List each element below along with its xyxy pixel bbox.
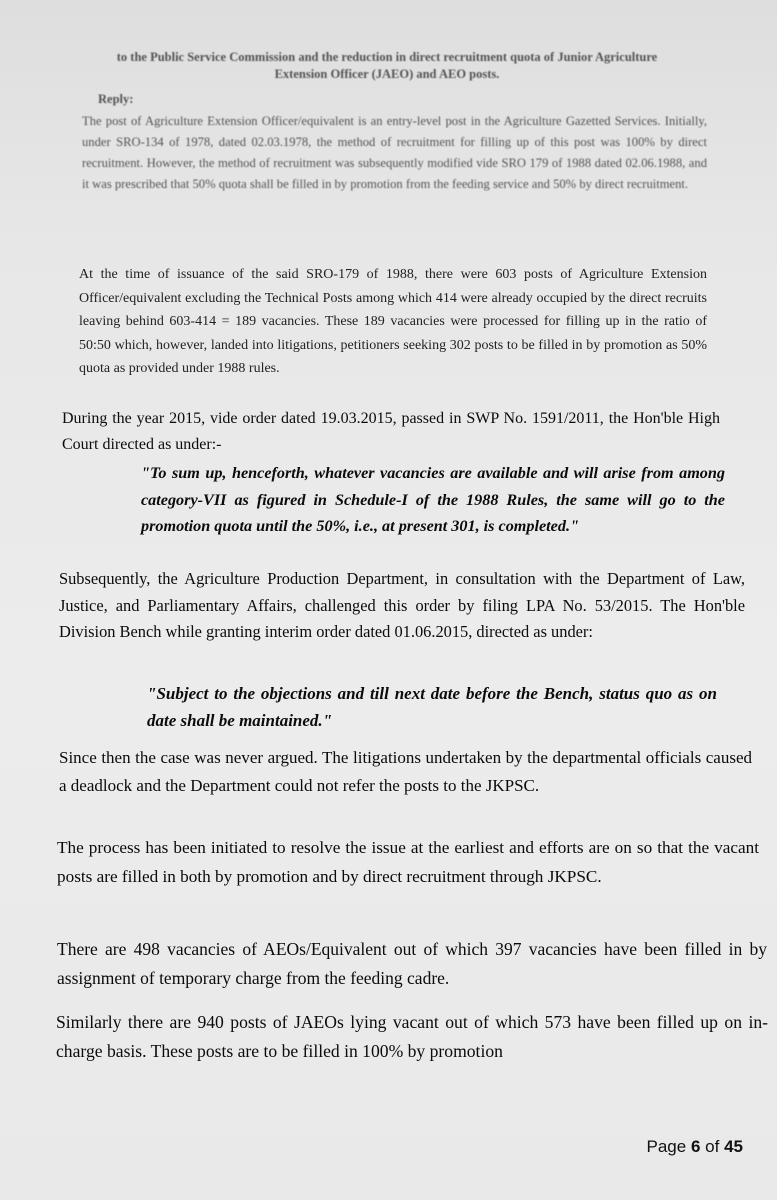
paragraph-8: Similarly there are 940 posts of JAEOs lying vacant out of which 573 have been filled up on in-charge basis. These posts are to be filled in 100% by promotion xyxy=(56,1012,768,1061)
paragraph-7: There are 498 vacancies of AEOs/Equivalent out of which 397 vacancies have been filled in by assignment of temporary charge from the feeding cadre. xyxy=(57,939,767,988)
current-page-number: 6 xyxy=(690,1137,701,1156)
of-word: of xyxy=(705,1137,720,1156)
paragraph-4: Subsequently, the Agriculture Production Department, in consultation with the Department of Law, Justice, and Parliamentary Affairs, challenged this order by filing LPA No. 53/2015. The Hon'ble Division Bench while granting interim order dated 01.06.2015, directed as under: xyxy=(59,569,745,641)
paragraph-5: Since then the case was never argued. The litigations undertaken by the departmental officials caused a deadlock and the Department could not refer the posts to the JKPSC. xyxy=(59,748,752,795)
header-line: to the Public Service Commission and the reduction in direct recruitment quota of Junior Agriculture Extension Officer (JAEO) and AEO posts. xyxy=(116,50,658,81)
reply-label: Reply: xyxy=(98,92,134,106)
paragraph-6: The process has been initiated to resolve the issue at the earliest and efforts are on so that the vacant posts are filled in both by promotion and by direct recruitment through JKPSC. xyxy=(57,838,759,886)
paragraph-3: During the year 2015, vide order dated 19.03.2015, passed in SWP No. 1591/2011, the Hon'ble High Court directed as under:- xyxy=(62,410,720,453)
quote-division-bench: "Subject to the objections and till next date before the Bench, status quo as on date shall be maintained." xyxy=(147,684,717,730)
page-word: Page xyxy=(646,1137,687,1156)
paragraph-1: The post of Agriculture Extension Officer/equivalent is an entry-level post in the Agriculture Gazetted Services. Initially, under SRO-134 of 1978, dated 02.03.1978, the method of recruitment for filling up of this post was 100% by direct recruitment. However, the method of recruitment was subsequently modified vide SRO 179 of 1988 dated 02.06.1988, and it was prescribed that 50% quota shall be filled in by promotion from the feeding service and 50% by direct recruitment. xyxy=(82,114,707,191)
page-number-footer xyxy=(647,1137,743,1157)
paragraph-2: At the time of issuance of the said SRO-179 of 1988, there were 603 posts of Agriculture Extension Officer/equivalent excluding the Technical Posts among which 414 were already occupied by the direct recruits leaving behind 603-414 = 189 vacancies. These 189 vacancies were processed for filling up in the ratio of 50:50 which, however, landed into litigations, petitioners seeking 302 posts to be filled in by promotion as 50% quota as provided under 1988 rules. xyxy=(79,267,707,376)
total-pages-number: 45 xyxy=(724,1137,743,1156)
quote-high-court: "To sum up, henceforth, whatever vacancies are available and will arise from among category-VII as figured in Schedule-I of the 1988 Rules, the same will go to the promotion quota until the 50%, i.e., at present 301, is completed." xyxy=(141,464,725,535)
